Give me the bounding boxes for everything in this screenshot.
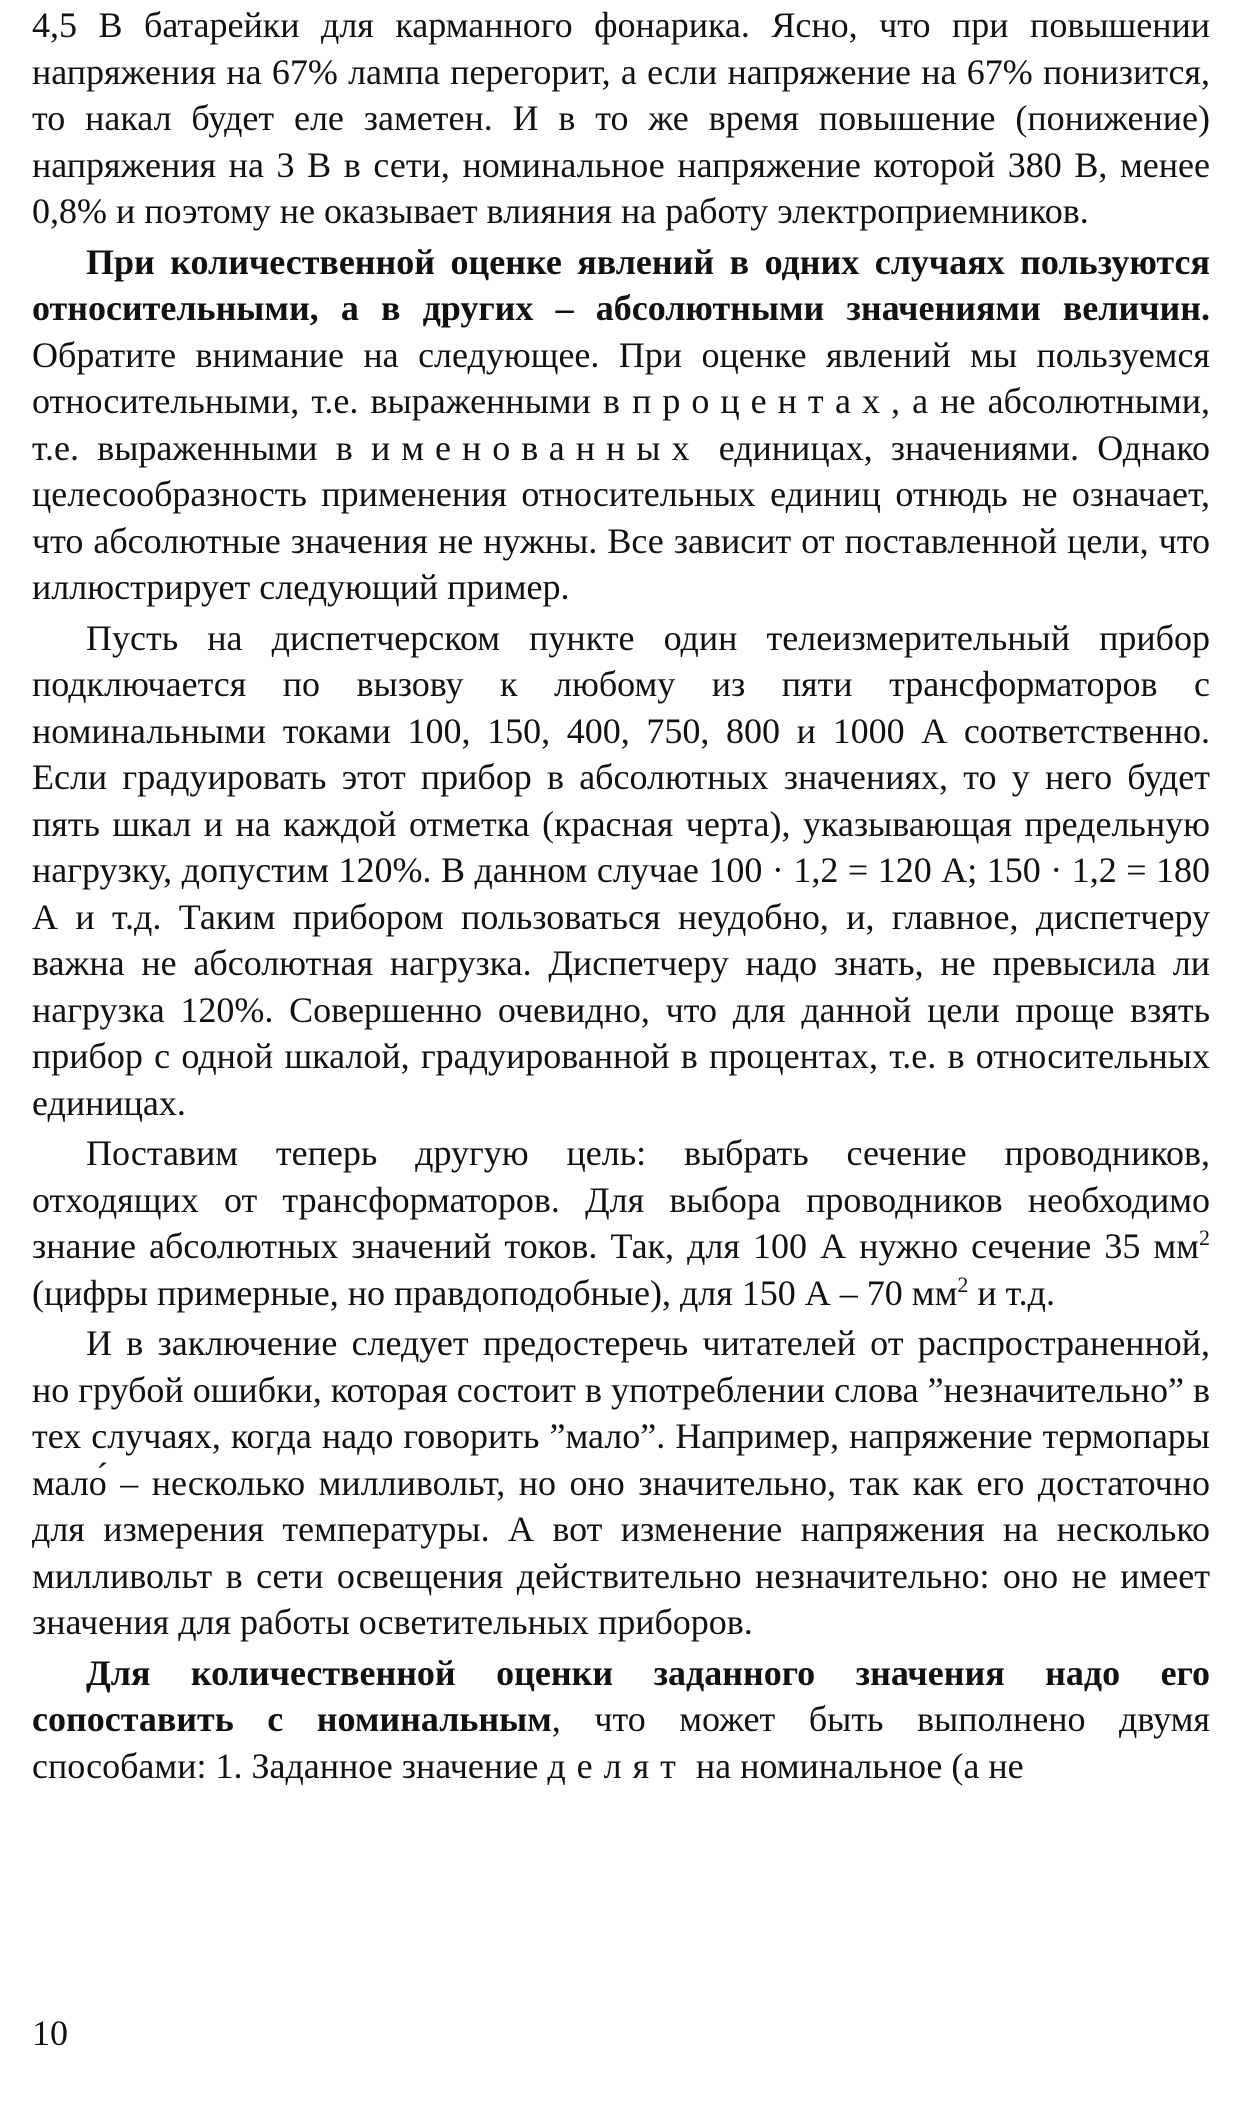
- paragraph-5: [32, 1320, 1210, 1646]
- paragraph-2-text-3: единицах, значениями. Однако целесообразность применения относительных единиц отнюдь не означает, что абсолютные значения не нужны. Все зависит от поставленной цели, что иллюстрирует следующий пример.: [32, 427, 1210, 607]
- paragraph-1: [32, 2, 1210, 235]
- paragraph-2-bold-lead: При количественной оценке явлений в одних случаях пользуются относительными, а в других – абсолютными значениями величин.: [32, 241, 1210, 328]
- paragraph-3: [32, 615, 1210, 1127]
- paragraph-6-bold-lead: Для количественной оценки заданного значения надо его сопоставить с номинальным: [32, 1652, 1210, 1739]
- paragraph-6-text-2: на номинальное (а не: [686, 1745, 1024, 1786]
- paragraph-4-superscript-2: 2: [957, 1271, 969, 1297]
- paragraph-4-text-3: и т.д.: [968, 1272, 1055, 1313]
- paragraph-6-spaced-word: делят: [547, 1745, 687, 1786]
- paragraph-3-text: Пусть на диспетчерском пункте один телеизмерительный прибор подключается по вызову к любому из пяти трансформаторов с номинальными токами 100, 150, 400, 750, 800 и 1000 А соответственно. Если градуировать этот прибор в абсолютных значениях, то у него будет пять шкал и на каждой отметка (красная черта), указывающая предельную нагрузку, допустим 120%. В данном случае 100 · 1,2 = 120 А; 150 · 1,2 = 180 А и т.д. Таким прибором пользоваться неудобно, и, главное, диспетчеру важна не абсолютная нагрузка. Диспетчеру надо знать, не превысила ли нагрузка 120%. Совершенно очевидно, что для данной цели проще взять прибор с одной шкалой, градуированной в процентах, т.е. в относительных единицах.: [32, 617, 1210, 1123]
- paragraph-2-text-1: Обратите внимание на следующее. При оценке явлений мы пользуемся относительными, т.е. выраженными в: [32, 334, 1210, 421]
- paragraph-6: [32, 1650, 1210, 1790]
- paragraph-1-text: 4,5 В батарейки для карманного фонарика. Ясно, что при повышении напряжения на 67% лампа перегорит, а если напряжение на 67% понизится, то накал будет еле заметен. И в то же время повышение (понижение) напряжения на 3 В в сети, номинальное напряжение которой 380 В, менее 0,8% и поэтому не оказывает влияния на работу электроприемников.: [32, 5, 1210, 231]
- page-body: [32, 0, 1210, 1793]
- paragraph-2-spaced-word-1: процентах: [632, 381, 891, 421]
- paragraph-6-text-1: , что может быть выполнено двумя способами: 1. Заданное значение: [32, 1699, 1210, 1786]
- paragraph-4-superscript-1: 2: [1199, 1225, 1210, 1250]
- paragraph-4: [32, 1130, 1210, 1316]
- paragraph-4-text-1: Поставим теперь другую цель: выбрать сечение проводников, отходящих от трансформаторов. Для выбора проводников необходимо знание абсолютных значений токов. Так, для 100 А нужно сечение 35 мм: [32, 1133, 1210, 1266]
- paragraph-2-spaced-word-2: именованных: [370, 427, 701, 468]
- paragraph-4-text-2: (цифры примерные, но правдоподобные), для 150 А – 70 мм: [32, 1272, 958, 1313]
- paragraph-5-text: И в заключение следует предостеречь читателей от распространенной, но грубой ошибки, которая состоит в употреблении слова ”незначительно” в тех случаях, когда надо говорить ”мало”. Например, напряжение термопары мало́ – несколько милливольт, но оно значительно, так как его достаточно для измерения температуры. А вот изменение напряжения на несколько милливольт в сети освещения действительно незначительно: оно не имеет значения для работы осветительных приборов.: [32, 1323, 1210, 1642]
- page-number: 10: [32, 2013, 68, 2053]
- paragraph-2-text-2: , а не абсолютными, т.е. выраженными в: [32, 381, 1211, 468]
- paragraph-2: [32, 239, 1210, 611]
